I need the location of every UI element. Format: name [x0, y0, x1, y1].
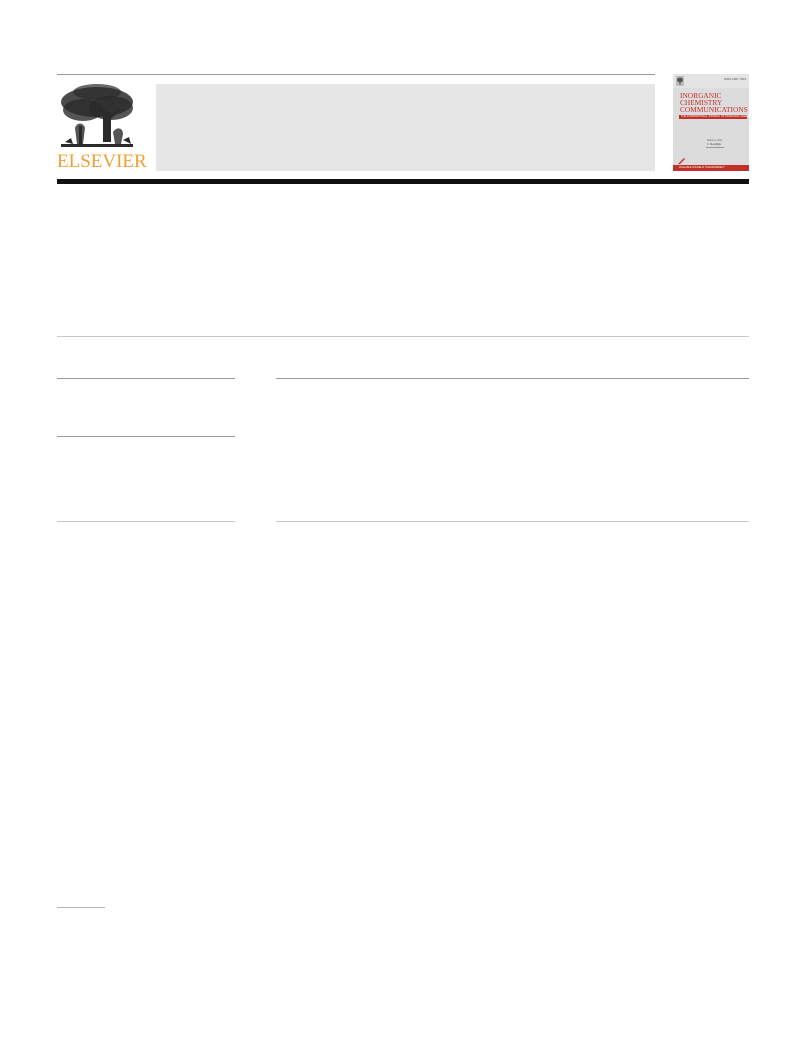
header-thick-rule	[57, 179, 749, 184]
cover-divider	[706, 147, 724, 148]
publisher-logo	[57, 82, 147, 172]
abstract-bottom-rule	[276, 521, 749, 522]
cover-footer-text: AVAILABLE ONLINE AT SCIENCEDIRECT	[679, 166, 725, 169]
article-info-bottom-rule	[57, 521, 235, 522]
cover-journal-title: INORGANIC CHEMISTRY COMMUNICATIONS	[680, 91, 748, 114]
cover-editor-label: Editor-in-Chief	[707, 139, 723, 142]
keywords-top-rule	[57, 436, 235, 437]
journal-cover-thumbnail	[673, 74, 756, 171]
tree-logo-icon	[57, 82, 137, 154]
cover-mark-icon	[678, 158, 686, 164]
journal-header-band	[156, 84, 655, 171]
cover-publisher-icon	[676, 76, 684, 86]
publisher-wordmark: ELSEVIER	[57, 151, 147, 172]
header-top-rule	[57, 74, 655, 75]
cover-issn: ISSN 1387-7003	[723, 77, 746, 81]
cover-editor-name: J. Reedijk	[707, 142, 721, 146]
article-info-top-rule	[57, 378, 235, 379]
title-section-rule	[57, 336, 749, 337]
footnote-rule	[57, 907, 105, 908]
abstract-top-rule	[276, 378, 749, 379]
cover-subtitle: THE INTERNATIONAL JOURNAL OF INORGANIC CHEMISTRY	[681, 115, 756, 118]
